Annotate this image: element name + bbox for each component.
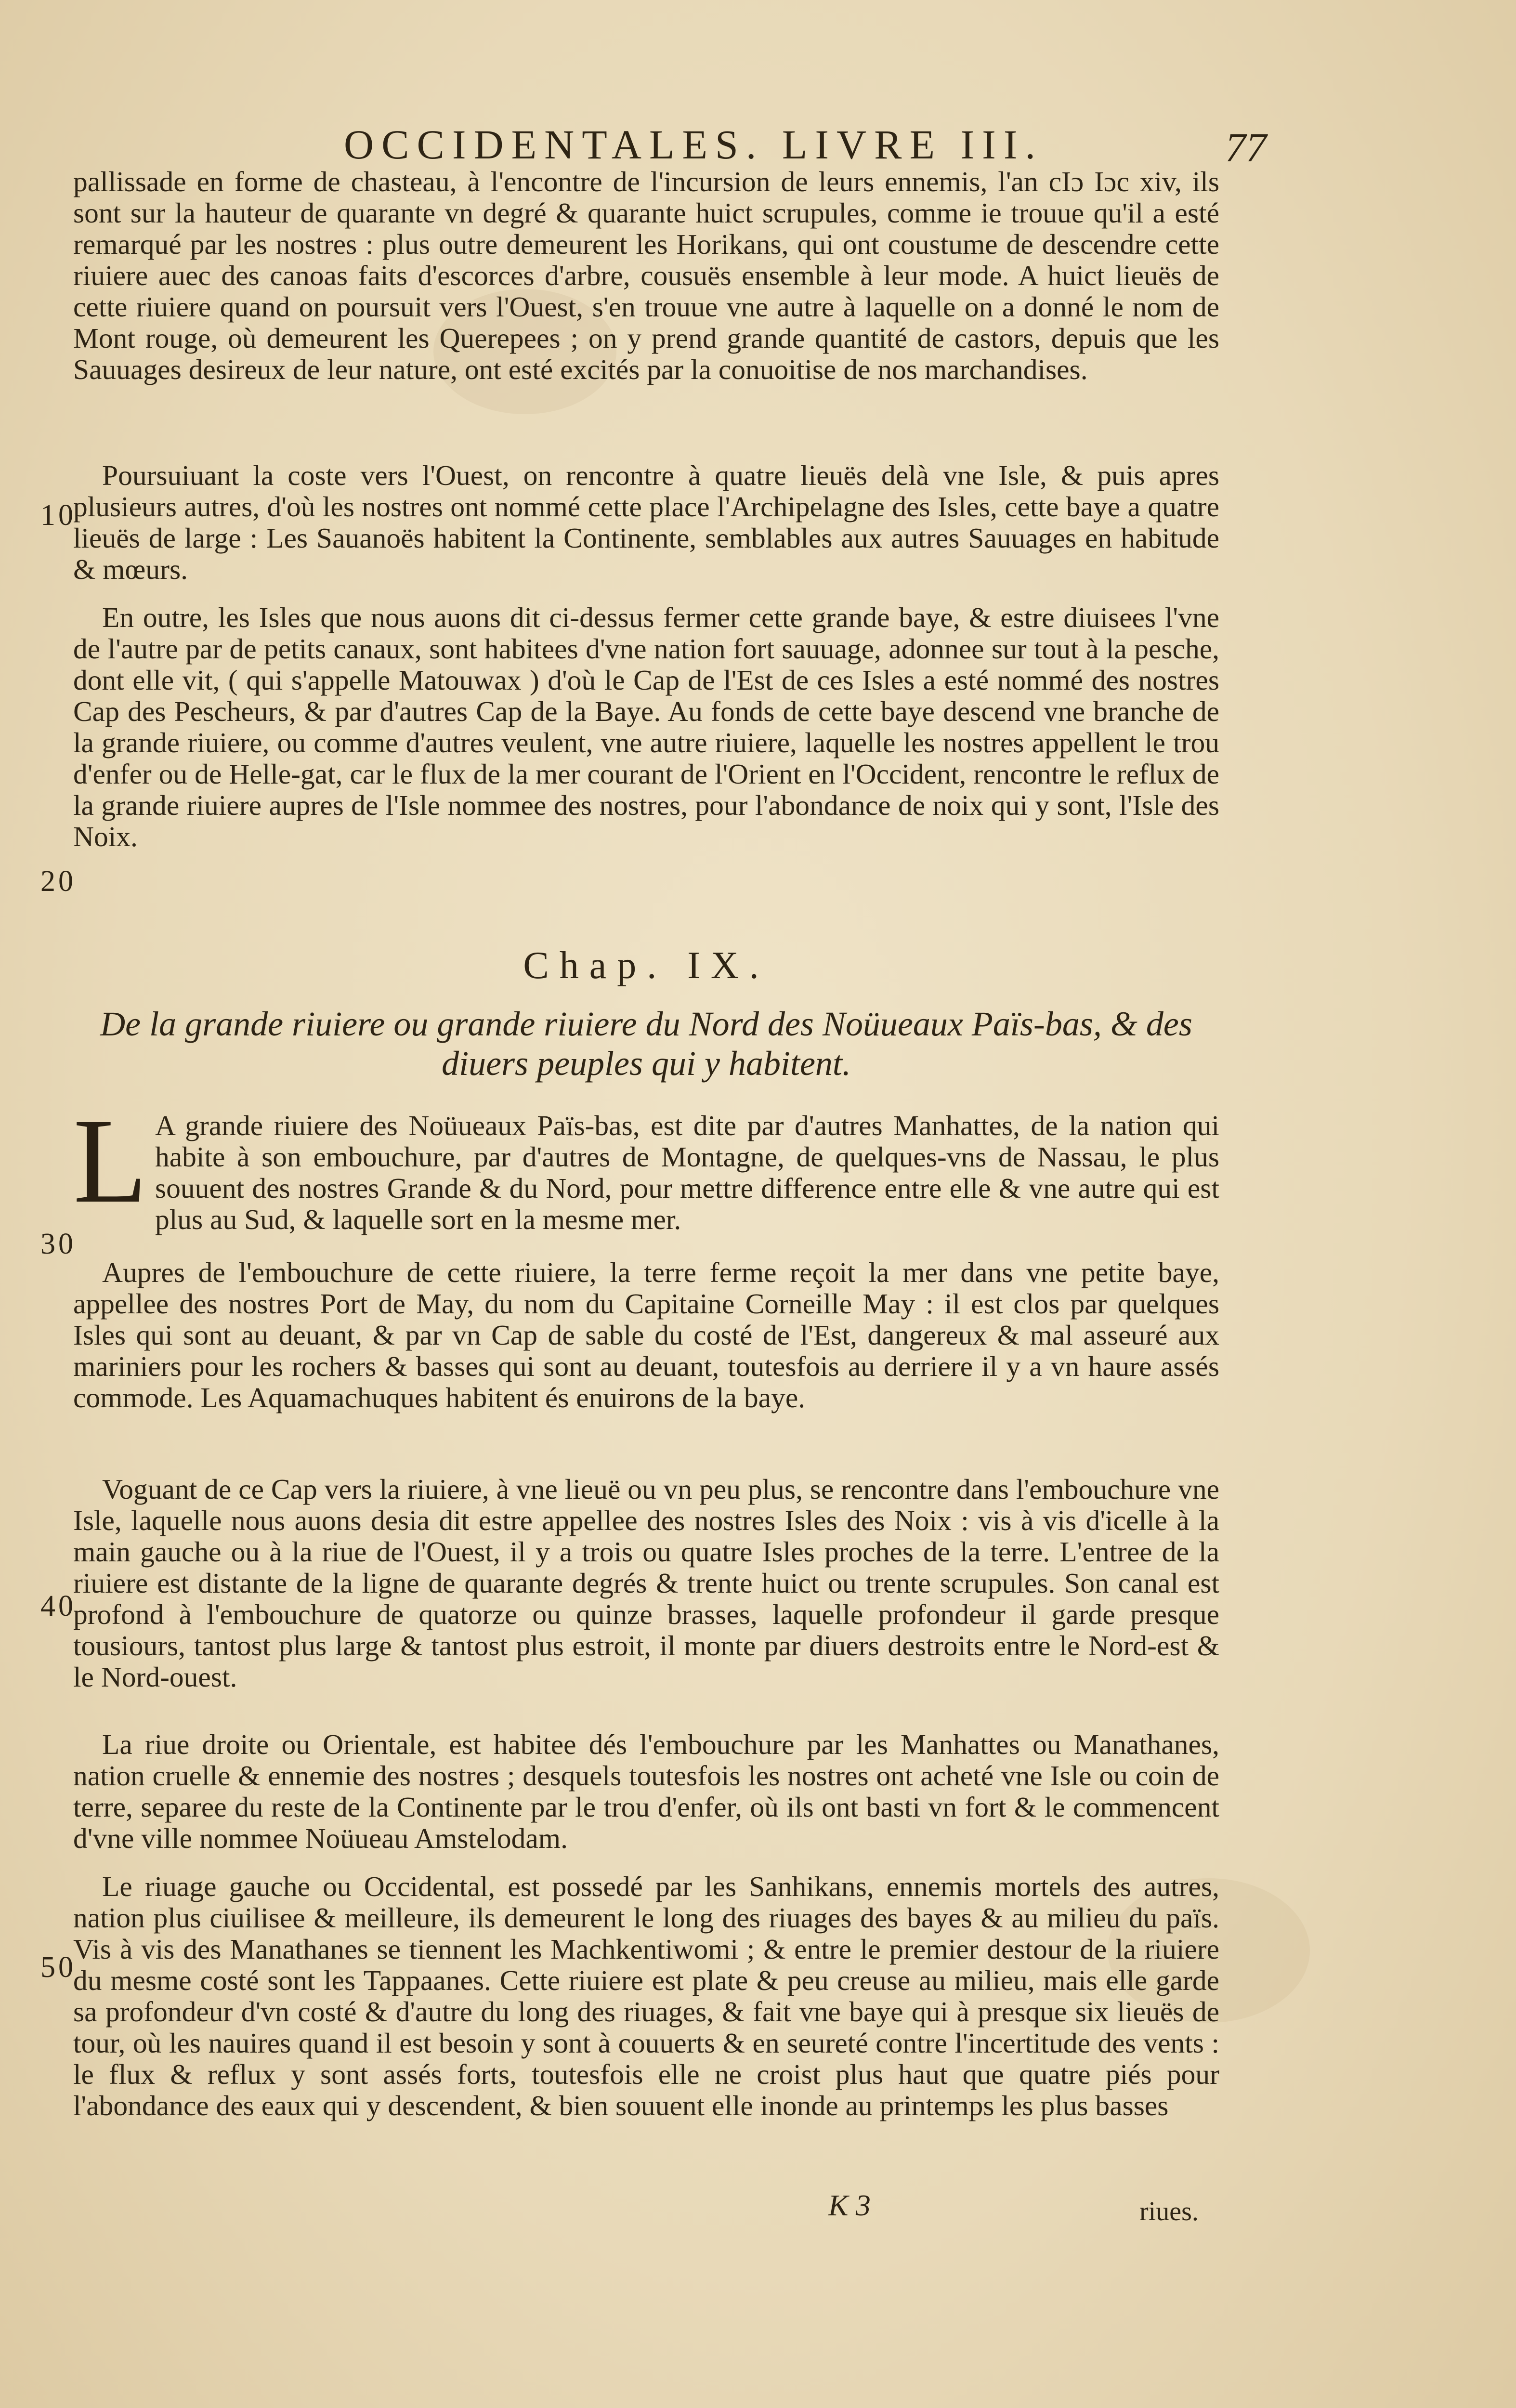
paragraph: Voguant de ce Cap vers la riuiere, à vne lieuë ou vn peu plus, se rencontre dans l'embouchure vne Isle, laquelle nous auons desia dit estre appellee des nostres Isles des Noix : vis à vis d'icelle à la main gauche ou à la riue de l'Ouest, il y a trois ou quatre Isles proches de la terre. L'entree de la riuiere est distante de la ligne de quarante degrés & trente huict ou trente scrupules. Son canal est profond à l'embouchure de quatorze ou quinze brasses, laquelle profondeur il garde presque tousiours, tantost plus large & tantost plus estroit, il monte par diuers destroits entre le Nord-est & le Nord-ouest. [73, 1473, 1219, 1693]
drop-cap: L [73, 1093, 147, 1228]
paragraph: La riue droite ou Orientale, est habitee dés l'embouchure par les Manhattes ou Manathanes, nation cruelle & ennemie des nostres ; desquels toutesfois les nostres ont acheté vne Isle ou coin de terre, separee du reste de la Continente par le trou d'enfer, où ils ont basti vn fort & le commencent d'vne ville nommee Noüueau Amstelodam. [73, 1728, 1219, 1854]
line-number: 40 [40, 1590, 76, 1623]
paragraph: Aupres de l'embouchure de cette riuiere, la terre ferme reçoit la mer dans vne petite baye, appellee des nostres Port de May, du nom du Capitaine Corneille May : il est clos par quelques Isles qui sont au deuant, & par vn Cap de sable du costé de l'Est, dangereux & mal asseuré aux mariniers pour les rochers & basses qui sont au deuant, toutesfois au derriere il y a vn haure assés commode. Les Aquamachuques habitent és enuirons de la baye. [73, 1256, 1219, 1413]
line-number: 20 [40, 865, 76, 898]
line-number: 30 [40, 1228, 76, 1260]
signature-mark: K 3 [828, 2189, 871, 2222]
paragraph: Le riuage gauche ou Occidental, est possedé par les Sanhikans, ennemis mortels des autres, nation plus ciuilisee & meilleure, ils demeurent le long des riuages des bayes & au milieu du païs. Vis à vis des Manathanes se tiennent les Machkentiwomi ; & entre le premier destour de la riuiere du mesme costé sont les Tappaanes. Cette riuiere est plate & peu creuse au milieu, mais elle garde sa profondeur d'vn costé & d'autre du long des riuages, & fait vne baye qui à presque six lieuës de tour, où les nauires quand il est besoin y sont à couuerts & en seureté contre l'incertitude des vents : le flux & reflux y sont assés forts, toutesfois elle ne croist plus haut que quatre piés pour l'abondance des eaux qui y descendent, & bien souuent elle inonde au printemps les plus basses [73, 1871, 1219, 2121]
catchword: riues. [1139, 2197, 1199, 2226]
paragraph: pallissade en forme de chasteau, à l'encontre de l'incursion de leurs ennemis, l'an cIɔ Iɔc xiv, ils sont sur la hauteur de quarante vn degré & quarante huict scrupules, comme ie trouue qu'il a esté remarqué par les nostres : plus outre demeurent les Horikans, qui ont coustume de descendre cette riuiere auec des canoas faits d'escorces d'arbre, cousuës ensemble à leur mode. A huict lieuës de cette riuiere quand on poursuit vers l'Ouest, s'en trouue vne autre à laquelle on a donné le nom de Mont rouge, où demeurent les Querepees ; on y prend grande quantité de castors, depuis que les Sauuages desireux de leur nature, ont esté excités par la conuoitise de nos marchandises. [73, 166, 1219, 385]
chapter-subtitle: De la grande riuiere ou grande riuiere du Nord des Noüueaux Païs-bas, & des diuers peuples qui y habitent. [100, 1005, 1192, 1083]
paragraph: Poursuiuant la coste vers l'Ouest, on rencontre à quatre lieuës delà vne Isle, & puis apres plusieurs autres, d'où les nostres ont nommé cette place l'Archipelagne des Isles, cette baye a quatre lieuës de large : Les Sauanoës habitent la Continente, semblables aux autres Sauuages en habitude & mœurs. [73, 459, 1219, 585]
opening-paragraph [73, 1093, 1219, 1235]
running-title: OCCIDENTALES. LIVRE III. [344, 121, 1043, 168]
line-number: 10 [40, 499, 76, 532]
page-number: 77 [1225, 124, 1267, 170]
chapter-heading: Chap. IX. [523, 944, 770, 987]
line-number: 50 [40, 1951, 76, 1984]
paragraph: A grande riuiere des Noüueaux Païs-bas, est dite par d'autres Manhattes, de la nation qui habite à son embouchure, par d'autres de Montagne, de quelques-vns de Nassau, le plus souuent des nostres Grande & du Nord, pour mettre difference entre elle & vne autre qui est plus au Sud, & laquelle sort en la mesme mer. [155, 1110, 1219, 1235]
paragraph: En outre, les Isles que nous auons dit ci-dessus fermer cette grande baye, & estre diuisees l'vne de l'autre par de petits canaux, sont habitees d'vne nation fort sauuage, adonnee sur tout à la pesche, dont elle vit, ( qui s'appelle Matouwax ) d'où le Cap de l'Est de ces Isles a esté nommé des nostres Cap des Pescheurs, & par d'autres Cap de la Baye. Au fonds de cette baye descend vne branche de la grande riuiere, ou comme d'autres veulent, vne autre riuiere, laquelle les nostres appellent le trou d'enfer ou de Helle-gat, car le flux de la mer courant de l'Orient en l'Occident, rencontre le reflux de la grande riuiere aupres de l'Isle nommee des nostres, pour l'abondance de noix qui y sont, l'Isle des Noix. [73, 602, 1219, 852]
